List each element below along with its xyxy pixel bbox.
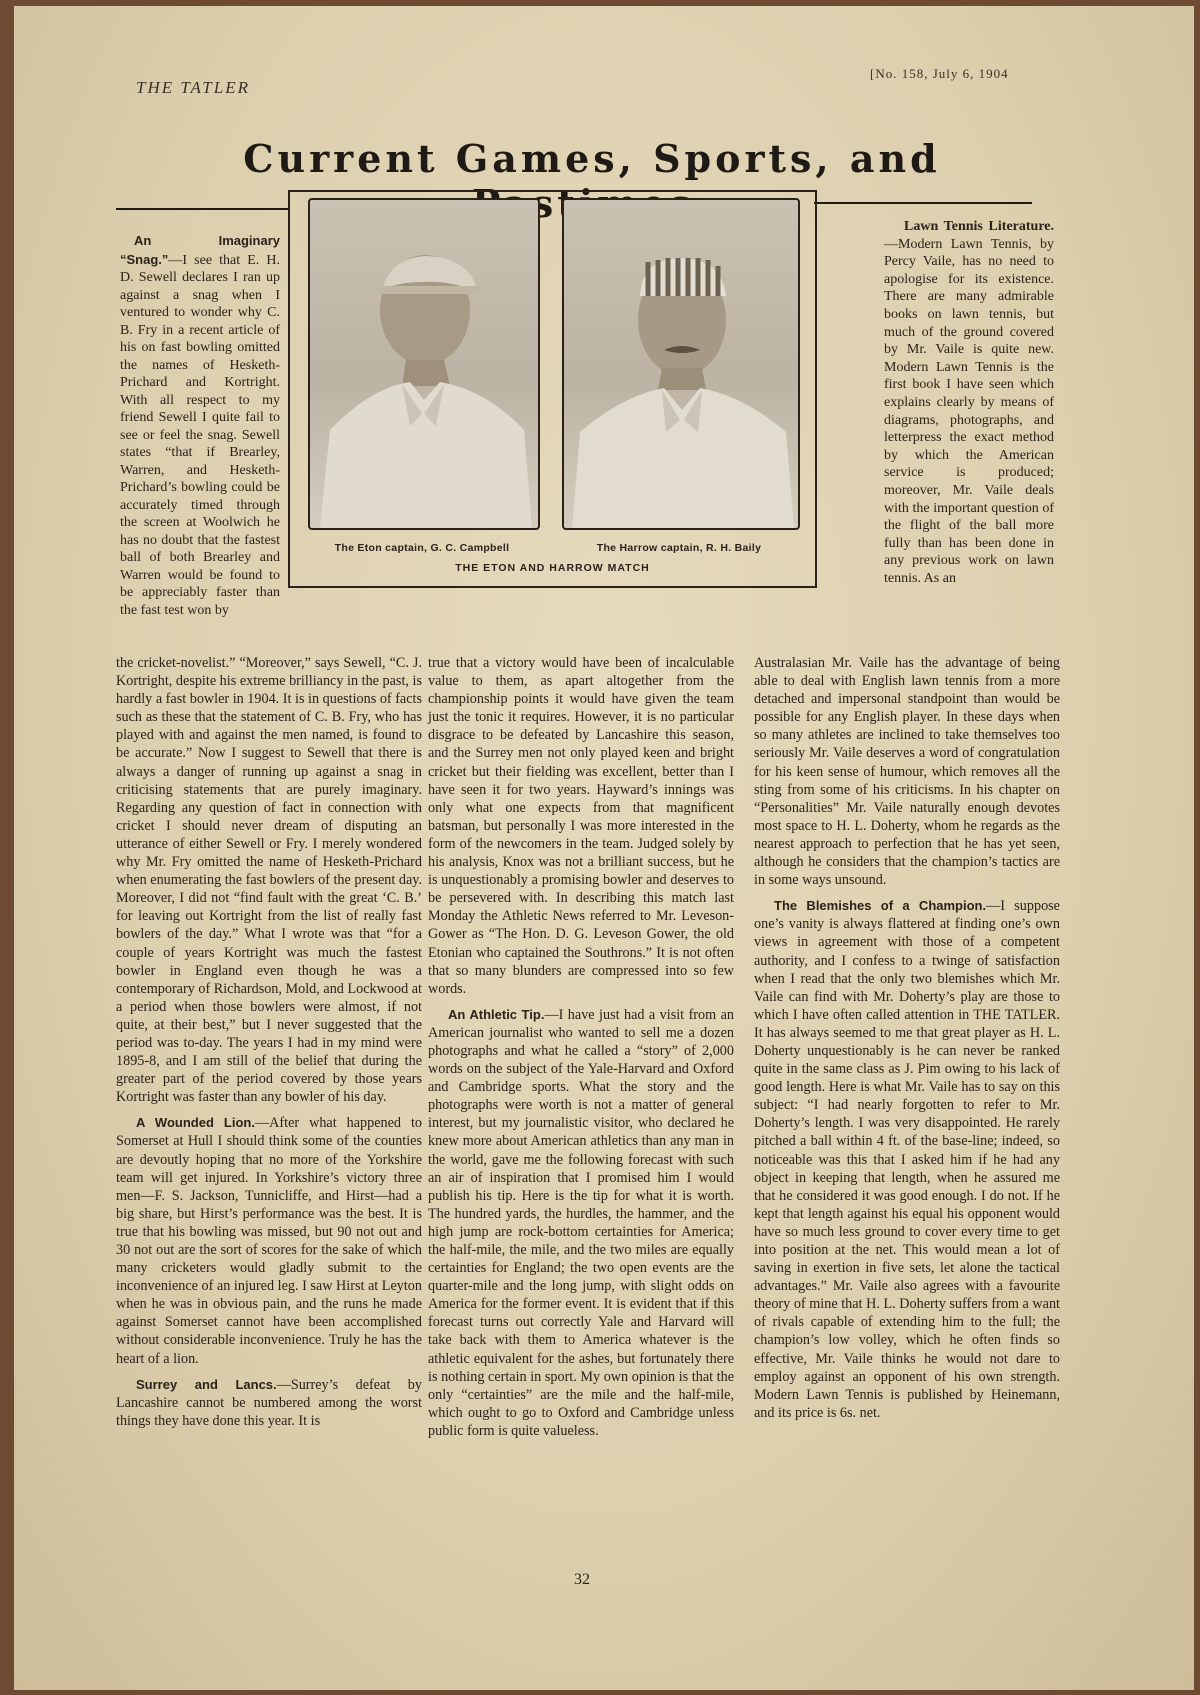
paragraph bbox=[116, 1376, 422, 1430]
section-text: —I see that E. H. D. Sewell declares I ran up against a snag when I ventured to wonder why C. B. Fry in a recent article of his on fast bowling omitted the names of Hesketh-Prichard and Kortright. With all respect to my friend Sewell I quite fail to see or feel the snag. Sewell states “that if Brearley, Warren, and Hesketh-Prichard’s bowling could be accurately timed through the screen at Woolwich he has no doubt that the fastest ball of both Brearley and Warren would be found to be appreciably faster than the fast test won by bbox=[120, 252, 280, 618]
section-lead: An Imaginary “Snag.” bbox=[120, 233, 280, 267]
paragraph bbox=[116, 1114, 422, 1367]
section-text: —Surrey’s defeat by Lancashire cannot be numbered among the worst things they have done this year. It is bbox=[116, 1376, 422, 1429]
column-2 bbox=[428, 654, 734, 1440]
section-text: —I have just had a visit from an American journalist who wanted to sell me a dozen photographs and what he called a “story” of 2,000 words on the subject of the Yale-Harvard and Oxford and Cambridge sports. What the story and the photographs were worth is not a matter of general interest, but my journalistic visitor, who declared he knew more about American athletics than any man in the world, gave me the following forecast with such an air of inspiration that I promised him I would publish his tip. Here is the tip for what it is worth. The hundred yards, the hurdles, the hammer, and the high jump are rock-bottom certainties for America; the half-mile, the mile, and the two miles are equally certainties for England; the two open events are the quarter-mile and the long jump, with slight odds on America for the former event. It is evident that if this forecast turns out correctly Yale and Harvard will take back with them to America whatever is the athletic equivalent for the ashes, but fortunately there is nothing certain in sport. My own opinion is that the only “certainties” are the mile and the half-mile, which ought to go to Oxford and Cambridge unless public form is quite valueless. bbox=[428, 1006, 734, 1439]
col1-top-article bbox=[120, 232, 280, 619]
headline: Current Games, Sports, and bbox=[243, 136, 941, 181]
right-caption: The Harrow captain, R. H. Baily bbox=[596, 542, 762, 554]
photo-figure bbox=[288, 190, 817, 588]
section-lead: A Wounded Lion. bbox=[136, 1115, 255, 1131]
paragraph bbox=[428, 654, 734, 998]
page-number: 32 bbox=[574, 1571, 590, 1588]
section-text: —I suppose one’s vanity is always flattered at finding one’s own views in agreement with those of a competent authority, and I confess to a twinge of satisfaction when I read that the only two blemishes which Mr. Vaile can find with Mr. Doherty’s play are those to which I have often called attention in THE TATLER. It has always seemed to me that great player as H. L. Doherty unquestionably is he can never be ranked quite in the same class as J. Pim owing to his lack of good length. Here is what Mr. Vaile has to say on this subject: “I had nearly forgotten to refer to Mr. Doherty’s length. I was very disappointed. He rarely pitched a ball within 4 ft. of the base-line; indeed, so noticeable was this that I asked him if he had any object in keeping that length, when he assured me that he considered it was good enough. I do not. If he kept that length against his equal his opponent would have so much less ground to cover every time to get into position at the net. This would mean a lot of saving in exertion in five sets, let alone the tactical advantages.” Mr. Vaile also agrees with a favourite theory of mine that H. L. Doherty suffers from a want of rivals capable of extending him to the full; the champion’s low volley, which he often finds so effective, Mr. Vaile thinks he would not dare to employ against an opponent of his own strength. Modern Lawn Tennis is published by Heinemann, and its price is 6s. net. bbox=[754, 898, 1060, 1421]
left-caption: The Eton captain, G. C. Campbell bbox=[334, 542, 510, 554]
section-lead: Surrey and Lancs. bbox=[136, 1376, 277, 1392]
right-rule bbox=[814, 202, 1032, 204]
section-text: —Modern Lawn Tennis, by Percy Vaile, has no need to apologise for its existence. There are many admirable books on lawn tennis, but much of the ground covered by Mr. Vaile is quite new. Modern Lawn Tennis is the first book I have seen which explains clearly by means of diagrams, photographs, and letterpress the exact method by which the American service is produced; moreover, Mr. Vaile deals with the important question of the flight of the ball more fully than has been done in any previous work on lawn tennis. As an bbox=[884, 236, 1054, 586]
running-title: THE TATLER bbox=[136, 78, 250, 97]
eton-captain-photo bbox=[308, 198, 540, 530]
column-3 bbox=[754, 654, 1060, 1422]
portrait-left-image bbox=[310, 200, 538, 528]
harrow-captain-photo bbox=[562, 198, 800, 530]
section-text: the cricket-novelist.” “Moreover,” says Sewell, “C. J. Kortright, despite his extreme brilliancy in the past, is hardly a fast bowler in 1904. It is in questions of facts such as these that the statement of C. B. Fry, who has played with and against the men named, is found to be accurate.” Now I suggest to Sewell that there is always a danger of running up against a snag in criticising statements that are purely imaginary. Regarding any question of fact in connection with cricket I should never dream of disputing an utterance of either Sewell or Fry. I merely wondered why Mr. Fry omitted the name of Hesketh-Prichard when enumerating the fast bowlers of the present day. Moreover, I did not “find fault with the great ‘C. B.’ for leaving out Kortright from the list of really fast bowlers of the day.” What I wrote was that “for a couple of years Kortright was much the fastest bowler in England even though he was a contemporary of Richardson, Mold, and Lockwood at a period when those bowlers were almost, if not quite, at their best,” but I never suggested that the period was to-day. The years I had in my mind were 1895-8, and I am still of the belief that during the greater part of the period covered by those years Kortright was faster than any bowler of his day. bbox=[116, 655, 422, 1106]
column-1 bbox=[116, 654, 422, 1430]
section-text: Australasian Mr. Vaile has the advantage of being able to deal with English lawn tennis from a more detached and impersonal standpoint than would be possible for any English player. In these days when so many athletes are inclined to take themselves too seriously Mr. Vaile deserves a word of congratulation for his keen sense of humour, which removes all the sting from some of his criticisms. In his chapter on “Personalities” Mr. Vaile naturally enough devotes most space to H. L. Doherty, whom he regards as the nearest approach to perfection that he has yet seen, although he considers that the champion’s tactics are in some ways unsound. bbox=[754, 655, 1060, 889]
section-text: —After what happened to Somerset at Hull I should think some of the counties are devoutly hoping that no more of the Yorkshire team will get injured. In Yorkshire’s victory three men—F. S. Jackson, Tunnicliffe, and Hirst—had a big share, but Hirst’s performance was the best. It is true that his bowling was missed, but 90 not out and 30 not out are the sort of scores for the sake of which many cricketers would gladly submit to the inconvenience of an injured leg. I saw Hirst at Leyton when he was in obvious pain, and the runs he made against Somerset cannot have been accomplished without considerable inconvenience. Truly he has the heart of a lion. bbox=[116, 1115, 422, 1367]
left-rule bbox=[116, 208, 288, 210]
paragraph bbox=[116, 654, 422, 1106]
portrait-right-image bbox=[564, 200, 798, 528]
paragraph bbox=[754, 897, 1060, 1422]
newspaper-page bbox=[14, 6, 1194, 1690]
section-lead: An Athletic Tip. bbox=[448, 1006, 545, 1022]
issue-date: [No. 158, July 6, 1904 bbox=[870, 66, 1009, 81]
section-text: true that a victory would have been of incalculable value to them, as apart altogether from the championship points it would have given the team just the tonic it requires. However, it is no particular disgrace to be defeated by Lancashire this season, and the Surrey men not only played keen and bright cricket but their fielding was excellent, better than I have seen it for two years. Hayward’s innings was only what one expects from that magnificent batsman, but personally I was more interested in the form of the newcomers in the team. Judged solely by his analysis, Knox was not a brilliant success, but he is unquestionably a promising bowler and deserves to be persevered with. In describing this match last Monday the Athletic News referred to Mr. Leveson-Gower as “The Hon. D. G. Leveson Gower, the old Etonian who captained the Southrons.” It is not often that so many blunders are compressed into so few words. bbox=[428, 655, 734, 997]
section-lead: The Blemishes of a Champion. bbox=[774, 898, 987, 914]
figure-title: THE ETON AND HARROW MATCH bbox=[455, 562, 650, 574]
paragraph bbox=[754, 654, 1060, 889]
section-lead: Lawn Tennis Literature. bbox=[904, 219, 1054, 234]
col3-top-article bbox=[884, 218, 1054, 587]
paragraph bbox=[428, 1006, 734, 1440]
